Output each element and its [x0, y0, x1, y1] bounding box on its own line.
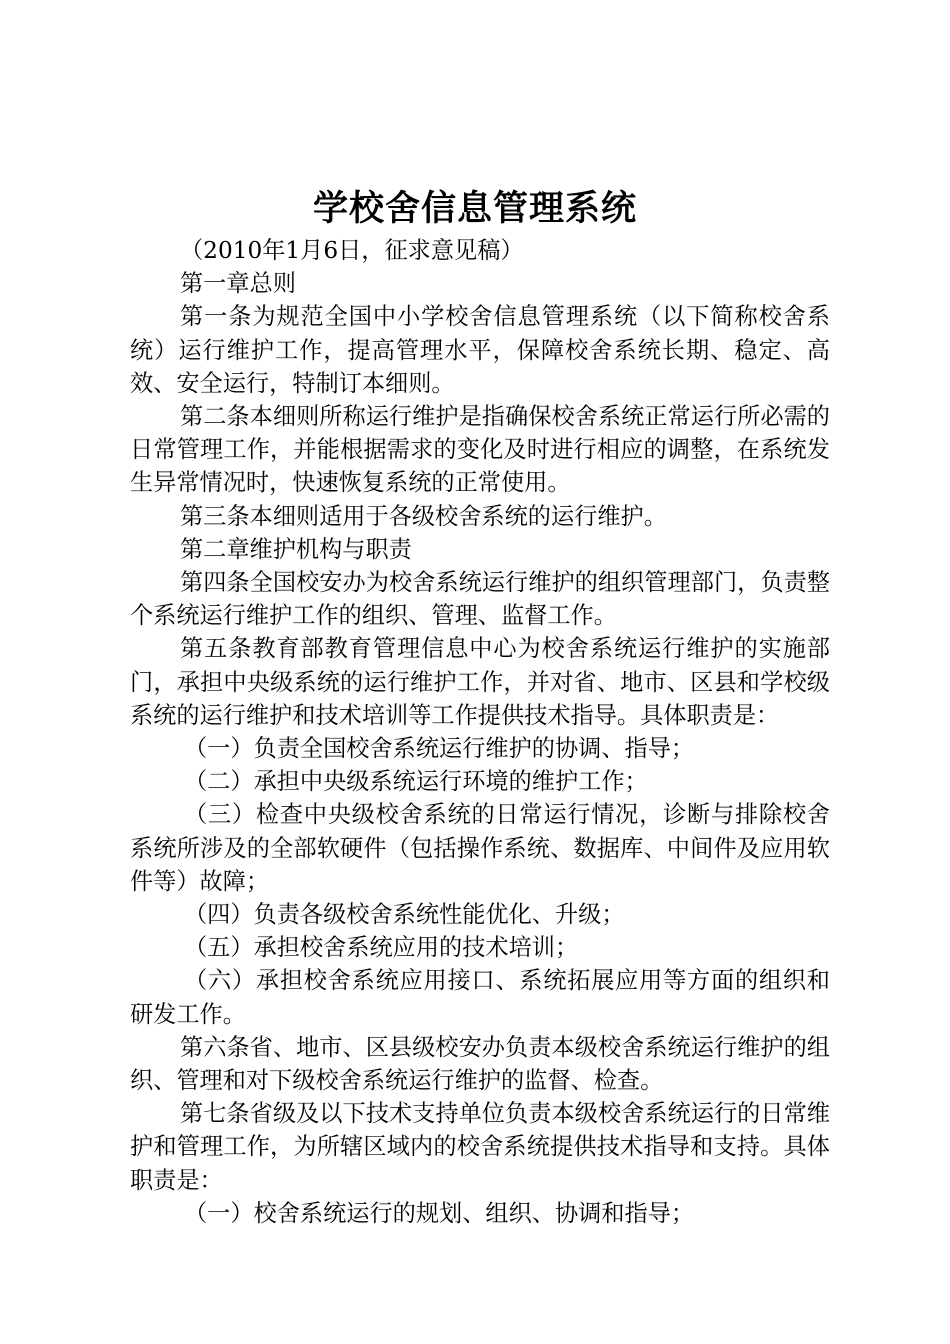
list-item: （六）承担校舍系统应用接口、系统拓展应用等方面的组织和研发工作。: [130, 967, 830, 1028]
paragraph: （2010年1月6日，征求意见稿）: [180, 237, 524, 264]
list-item: （五）承担校舍系统应用的技术培训；: [184, 934, 579, 962]
list-item: （一）校舍系统运行的规划、组织、协调和指导；: [184, 1199, 695, 1227]
paragraph: 第四条全国校安办为校舍系统运行维护的组织管理部门，负责整个系统运行维护工作的组织、管理、监督工作。: [130, 569, 830, 630]
document-body: [130, 234, 830, 1230]
paragraph: 第二章维护机构与职责: [180, 535, 412, 563]
paragraph: 第五条教育部教育管理信息中心为校舍系统运行维护的实施部门，承担中央级系统的运行维护工作，并对省、地市、区县和学校级系统的运行维护和技术培训等工作提供技术指导。具体职责是：: [130, 635, 830, 729]
paragraph: 第七条省级及以下技术支持单位负责本级校舍系统运行的日常维护和管理工作，为所辖区域内的校舍系统提供技术指导和支持。具体职责是：: [130, 1100, 830, 1194]
document-title: 学校舍信息管理系统: [312, 189, 637, 229]
paragraph: 第一章总则: [180, 270, 296, 298]
paragraph: 第三条本细则适用于各级校舍系统的运行维护。: [180, 502, 667, 530]
paragraph: 第六条省、地市、区县级校安办负责本级校舍系统运行维护的组织、管理和对下级校舍系统运行维护的监督、检查。: [130, 1033, 830, 1095]
list-item: （一）负责全国校舍系统运行维护的协调、指导；: [184, 735, 695, 763]
paragraph: 第二条本细则所称运行维护是指确保校舍系统正常运行所必需的日常管理工作，并能根据需求的变化及时进行相应的调整，在系统发生异常情况时，快速恢复系统的正常使用。: [130, 403, 830, 497]
paragraph: 第一条为规范全国中小学校舍信息管理系统（以下简称校舍系统）运行维护工作，提高管理水平，保障校舍系统长期、稳定、高效、安全运行，特制订本细则。: [130, 303, 830, 397]
list-item: （二）承担中央级系统运行环境的维护工作；: [184, 768, 648, 796]
list-item: （四）负责各级校舍系统性能优化、升级；: [184, 901, 625, 929]
list-item: （三）检查中央级校舍系统的日常运行情况，诊断与排除校舍系统所涉及的全部软硬件（包括操作系统、数据库、中间件及应用软件等）故障；: [130, 801, 830, 895]
